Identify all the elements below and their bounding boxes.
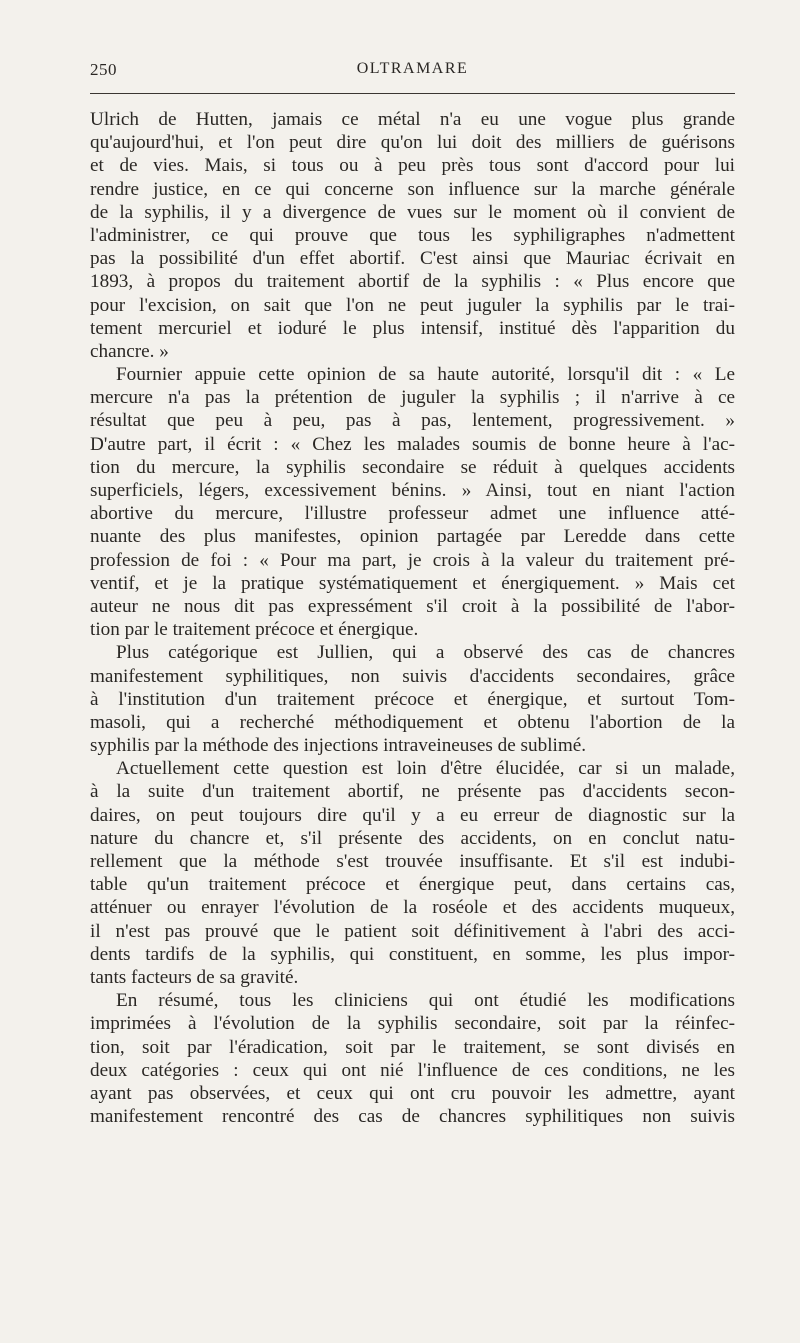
text-line: abortive du mercure, l'illustre professeur admet une influence atté- <box>90 503 735 525</box>
text-line: auteur ne nous dit pas expressément s'il croit à la possibilité de l'abor- <box>90 595 735 617</box>
text-line: chancre. » <box>90 340 169 362</box>
text-line: imprimées à l'évolution de la syphilis secondaire, soit par la réinfec- <box>90 1013 735 1035</box>
text-line: qu'aujourd'hui, et l'on peut dire qu'on lui doit des milliers de guérisons <box>90 132 735 154</box>
header-rule <box>90 93 735 94</box>
paragraph-start: Actuellement cette question est loin d'être élucidée, car si un malade, <box>116 758 735 780</box>
text-line: de la syphilis, il y a divergence de vues sur le moment où il convient de <box>90 201 735 223</box>
text-line: à l'institution d'un traitement précoce et énergique, et surtout Tom- <box>90 688 735 710</box>
paragraph-start: Fournier appuie cette opinion de sa haute autorité, lorsqu'il dit : « Le <box>116 364 735 386</box>
text-line: pour l'excision, on sait que l'on ne peut juguler la syphilis par le trai- <box>90 294 735 316</box>
text-line: daires, on peut toujours dire qu'il y a eu erreur de diagnostic sur la <box>90 804 735 826</box>
text-line: à la suite d'un traitement abortif, ne présente pas d'accidents secon- <box>90 781 735 803</box>
text-line: table qu'un traitement précoce et énergique peut, dans certains cas, <box>90 874 735 896</box>
text-line: syphilis par la méthode des injections intraveineuses de sublimé. <box>90 735 587 757</box>
text-line: manifestement syphilitiques, non suivis d'accidents secondaires, grâce <box>90 665 735 687</box>
text-line: 1893, à propos du traitement abortif de la syphilis : « Plus encore que <box>90 271 735 293</box>
paragraph-start: Plus catégorique est Jullien, qui a observé des cas de chancres <box>116 642 735 664</box>
text-line: et de vies. Mais, si tous ou à peu près tous sont d'accord pour lui <box>90 155 735 177</box>
text-line: ayant pas observées, et ceux qui ont cru pouvoir les admettre, ayant <box>90 1082 735 1104</box>
text-line: atténuer ou enrayer l'évolution de la roséole et des accidents muqueux, <box>90 897 735 919</box>
text-line: tement mercuriel et ioduré le plus intensif, institué dès l'apparition du <box>90 317 735 339</box>
text-line: tion par le traitement précoce et énergique. <box>90 619 419 641</box>
text-line: Ulrich de Hutten, jamais ce métal n'a eu une vogue plus grande <box>90 109 735 130</box>
text-line: rendre justice, en ce qui concerne son influence sur la marche générale <box>90 178 735 200</box>
text-line: résultat que peu à peu, pas à pas, lentement, progressivement. » <box>90 410 735 432</box>
page-number: 250 <box>90 60 117 79</box>
text-line: ventif, et je la pratique systématiquement et énergiquement. » Mais cet <box>90 572 735 594</box>
text-line: nuante des plus manifestes, opinion partagée par Leredde dans cette <box>90 526 735 548</box>
text-line: pas la possibilité d'un effet abortif. C'est ainsi que Mauriac écrivait en <box>90 248 735 270</box>
body-text <box>90 108 735 1128</box>
text-line: dents tardifs de la syphilis, qui constituent, en somme, les plus impor- <box>90 943 735 965</box>
text-line: deux catégories : ceux qui ont nié l'influence de ces conditions, ne les <box>90 1059 735 1081</box>
text-line: il n'est pas prouvé que le patient soit définitivement à l'abri des acci- <box>90 920 735 942</box>
text-line: rellement que la méthode s'est trouvée insuffisante. Et s'il est indubi- <box>90 851 735 872</box>
text-line: mercure n'a pas la prétention de juguler la syphilis ; il n'arrive à ce <box>90 387 735 409</box>
text-line: l'administrer, ce qui prouve que tous les syphiligraphes n'admettent <box>90 224 735 246</box>
text-line: manifestement rencontré des cas de chancres syphilitiques non suivis <box>90 1106 735 1128</box>
page-header <box>90 60 735 88</box>
text-line: tion, soit par l'éradication, soit par le traitement, se sont divisés en <box>90 1036 735 1058</box>
text-line: tants facteurs de sa gravité. <box>90 966 299 988</box>
text-line: superficiels, légers, excessivement bénins. » Ainsi, tout en niant l'action <box>90 480 735 501</box>
text-line: D'autre part, il écrit : « Chez les malades soumis de bonne heure à l'ac- <box>90 433 735 455</box>
text-line: tion du mercure, la syphilis secondaire se réduit à quelques accidents <box>90 456 735 478</box>
paragraph-start: En résumé, tous les cliniciens qui ont étudié les modifications <box>116 990 735 1012</box>
text-line: masoli, qui a recherché méthodiquement et obtenu l'abortion de la <box>90 711 735 733</box>
text-line: profession de foi : « Pour ma part, je crois à la valeur du traitement pré- <box>90 549 735 571</box>
running-head: OLTRAMARE <box>356 60 469 77</box>
text-line: nature du chancre et, s'il présente des accidents, on en conclut natu- <box>90 827 735 849</box>
